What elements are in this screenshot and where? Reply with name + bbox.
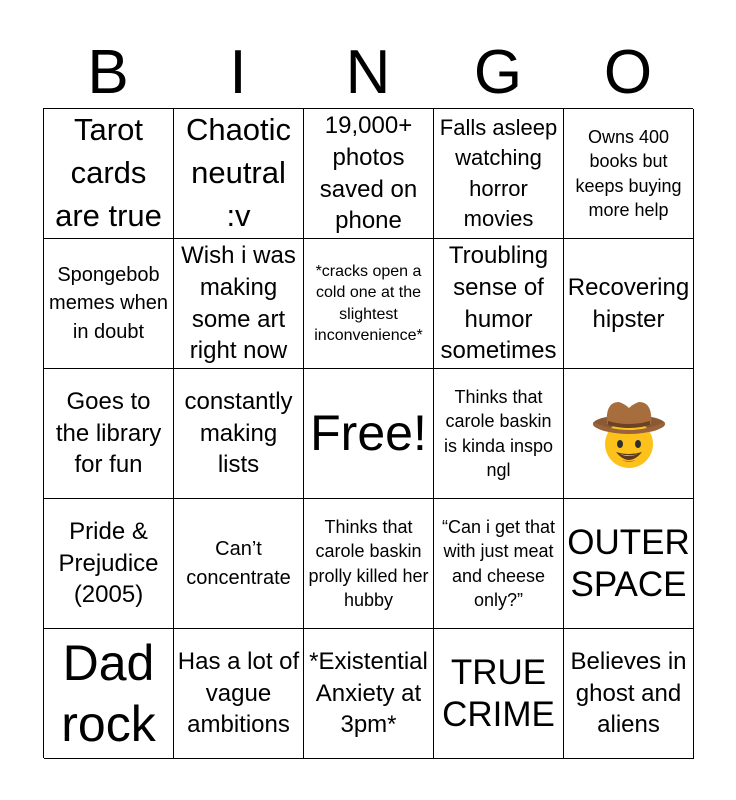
cell-text: Chaotic neutral :v bbox=[185, 112, 292, 233]
cell-text: Falls asleep watching horror movies bbox=[439, 114, 558, 231]
bingo-cell-2-2[interactable] bbox=[174, 239, 304, 369]
bingo-cell-5-1[interactable] bbox=[44, 629, 174, 759]
bingo-cell-4-3[interactable] bbox=[304, 499, 434, 629]
cell-text: Owns 400 books but keeps buying more help bbox=[575, 126, 682, 220]
cell-text: Recovering hipster bbox=[567, 273, 690, 333]
bingo-cell-3-5[interactable] bbox=[564, 369, 694, 499]
bingo-cell-4-2[interactable] bbox=[174, 499, 304, 629]
cell-text: constantly making lists bbox=[184, 387, 293, 479]
cell-text: Thinks that carole baskin prolly killed her hubby bbox=[308, 516, 429, 610]
bingo-cell-4-1[interactable] bbox=[44, 499, 174, 629]
cell-text: Troubling sense of humor sometimes bbox=[440, 242, 557, 365]
cell-text: Has a lot of vague ambitions bbox=[177, 647, 300, 739]
bingo-cell-3-3-free-space[interactable] bbox=[304, 369, 434, 499]
cell-text: Dad rock bbox=[61, 634, 156, 752]
bingo-cell-4-4[interactable] bbox=[434, 499, 564, 629]
bingo-cell-3-4[interactable] bbox=[434, 369, 564, 499]
bingo-cell-2-4[interactable] bbox=[434, 239, 564, 369]
bingo-grid bbox=[43, 108, 693, 758]
cell-text: OUTER SPACE bbox=[567, 523, 690, 604]
cowboy-face-emoji-icon bbox=[589, 394, 669, 474]
bingo-cell-2-3[interactable] bbox=[304, 239, 434, 369]
cell-text: Tarot cards are true bbox=[55, 112, 162, 233]
bingo-cell-4-5[interactable] bbox=[564, 499, 694, 629]
bingo-cell-1-3[interactable] bbox=[304, 109, 434, 239]
header-letter-i: I bbox=[229, 38, 247, 107]
cell-text: *cracks open a cold one at the slightest inconvenience* bbox=[314, 263, 423, 344]
bingo-header bbox=[43, 38, 693, 108]
cell-text: 19,000+ photos saved on phone bbox=[319, 112, 418, 235]
cell-text: Thinks that carole baskin is kinda inspo ngl bbox=[443, 386, 554, 480]
header-letter-n: N bbox=[345, 38, 391, 107]
bingo-cell-3-1[interactable] bbox=[44, 369, 174, 499]
bingo-cell-2-5[interactable] bbox=[564, 239, 694, 369]
bingo-cell-5-5[interactable] bbox=[564, 629, 694, 759]
cell-text: *Existential Anxiety at 3pm* bbox=[309, 647, 428, 739]
bingo-cell-5-3[interactable] bbox=[304, 629, 434, 759]
free-space-label: Free! bbox=[310, 405, 427, 461]
cell-text: “Can i get that with just meat and cheese only?” bbox=[441, 516, 556, 610]
cell-text: Pride & Prejudice (2005) bbox=[58, 517, 159, 609]
cell-text: Spongebob memes when in doubt bbox=[49, 263, 168, 343]
bingo-cell-2-1[interactable] bbox=[44, 239, 174, 369]
header-letter-o: O bbox=[603, 38, 653, 107]
cell-text: Believes in ghost and aliens bbox=[570, 647, 687, 739]
bingo-cell-1-1[interactable] bbox=[44, 109, 174, 239]
bingo-cell-5-2[interactable] bbox=[174, 629, 304, 759]
cell-text: TRUE CRIME bbox=[442, 653, 555, 734]
header-letter-b: B bbox=[87, 38, 129, 107]
cell-text: Can’t concentrate bbox=[186, 538, 291, 589]
cell-text: Goes to the library for fun bbox=[55, 387, 162, 479]
bingo-cell-1-4[interactable] bbox=[434, 109, 564, 239]
bingo-cell-5-4[interactable] bbox=[434, 629, 564, 759]
header-letter-g: G bbox=[473, 38, 523, 107]
bingo-cell-1-5[interactable] bbox=[564, 109, 694, 239]
bingo-cell-3-2[interactable] bbox=[174, 369, 304, 499]
cell-text: Wish i was making some art right now bbox=[181, 242, 296, 365]
bingo-cell-1-2[interactable] bbox=[174, 109, 304, 239]
